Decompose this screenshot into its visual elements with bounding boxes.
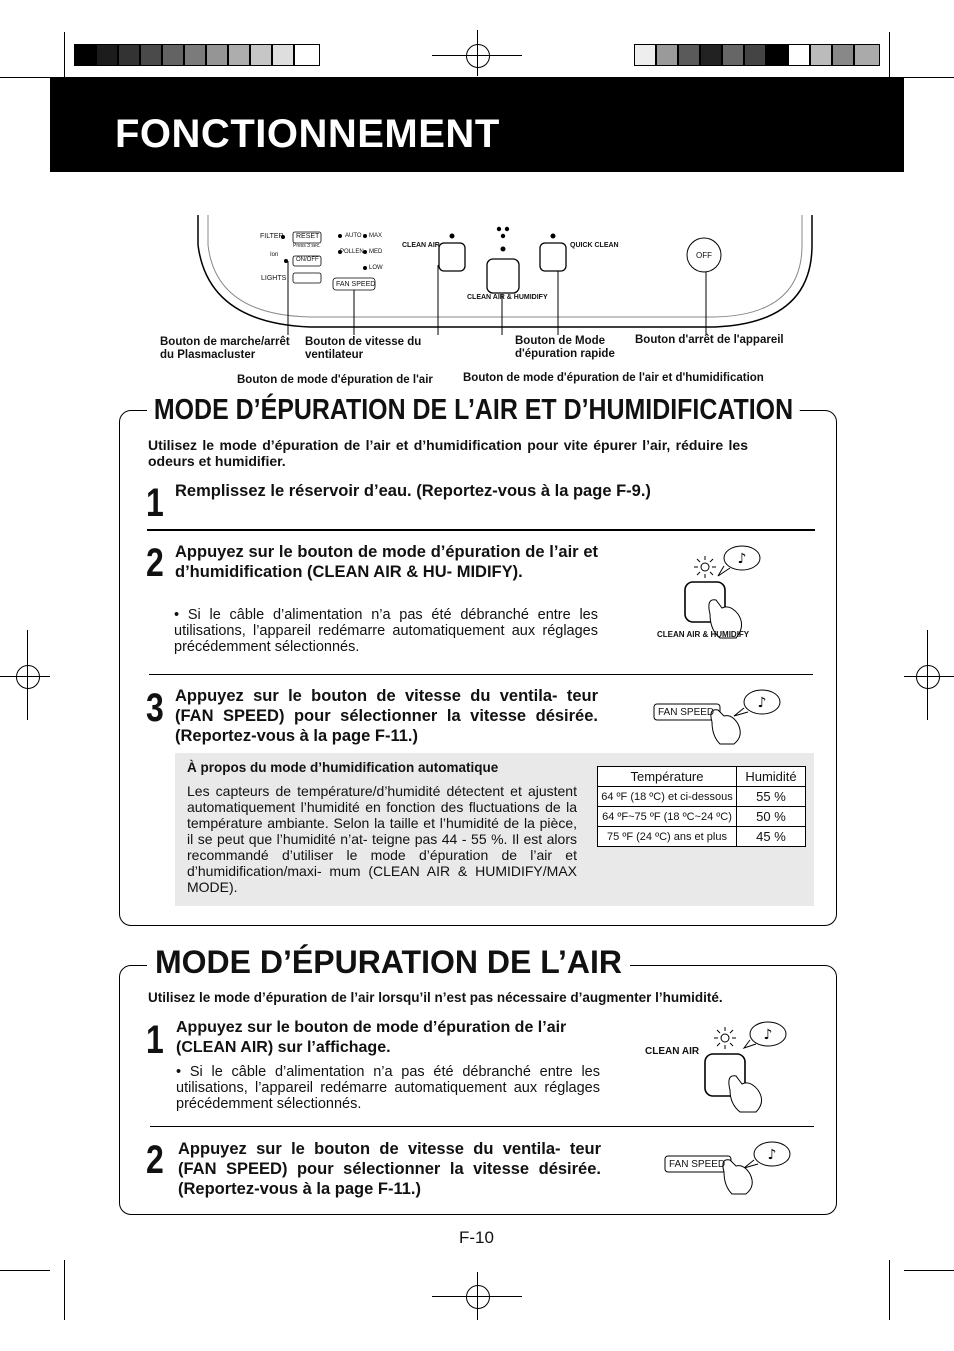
clean-air-humidify-button-label: CLEAN AIR & HUMIDIFY — [657, 630, 750, 639]
table-row — [598, 827, 806, 847]
s1-step3-text: Appuyez sur le bouton de vitesse du ventila- teur (FAN SPEED) pour sélectionner la vitesse désirée. (Reportez-vous à la page F-11.) — [175, 687, 598, 745]
control-panel-diagram — [150, 205, 850, 335]
table-row — [598, 787, 806, 807]
page-title: FONCTIONNEMENT — [115, 112, 500, 156]
callout-clean-air-humidify: Bouton de mode d'épuration de l'air et d'humidification — [463, 372, 764, 384]
divider — [150, 1126, 814, 1127]
auto-humidification-title: À propos du mode d’humidification automatique — [187, 760, 499, 775]
section2-intro: Utilisez le mode d’épuration de l’air lorsqu’il n’est pas nécessaire d’augmenter l’humidité. — [148, 990, 723, 1005]
s2-step2-number: 2 — [146, 1138, 164, 1182]
panel-off-label: OFF — [696, 251, 712, 260]
s1-step3-number: 3 — [146, 686, 164, 730]
s1-step2-text: Appuyez sur le bouton de mode d’épuration de l’air et d’humidification (CLEAN AIR & HU- MIDIFY). — [175, 543, 598, 581]
panel-max-label: MAX — [369, 233, 383, 239]
callout-clean-air: Bouton de mode d'épuration de l'air — [237, 374, 433, 386]
panel-pollen-label: POLLEN — [340, 249, 364, 255]
panel-filter-label: FILTER — [260, 233, 284, 240]
s2-step1-number: 1 — [146, 1018, 164, 1062]
s2-step1-text: Appuyez sur le bouton de mode d’épuration de l’air (CLEAN AIR) sur l’affichage. — [176, 1019, 567, 1056]
table-cell: 45 % — [737, 827, 806, 847]
table-row — [598, 807, 806, 827]
section1-intro: Utilisez le mode d’épuration de l’air et d’humidification pour vite épurer l’air, réduire les odeurs et humidifier. — [148, 437, 748, 469]
table-header: Humidité — [737, 767, 806, 787]
callout-quick-clean: Bouton de Mode d'épuration rapide — [515, 335, 615, 360]
s1-step1-number: 1 — [146, 481, 164, 525]
panel-press3-label: Press 3 sec. — [293, 243, 321, 249]
clean-air-button-illustration — [690, 1018, 800, 1118]
humidity-table — [597, 766, 806, 847]
panel-fanspeed-label: FAN SPEED — [336, 281, 376, 288]
panel-low-label: LOW — [369, 265, 383, 271]
divider — [149, 674, 813, 675]
clean-air-button-label: CLEAN AIR — [645, 1046, 700, 1057]
panel-quickclean-label: QUICK CLEAN — [570, 242, 619, 249]
table-cell: 64 ºF (18 ºC) et ci-dessous — [598, 787, 737, 807]
fan-speed-button-label: FAN SPEED — [658, 707, 715, 718]
section1-title: MODE D’ÉPURATION DE L’AIR ET D’HUMIDIFICATION — [147, 394, 800, 427]
callout-plasmacluster: Bouton de marche/arrêt du Plasmacluster — [160, 336, 290, 361]
panel-onoff-label: ON/OFF — [296, 257, 319, 263]
svg-text:♪: ♪ — [757, 695, 767, 711]
s2-step1-note: • Si le câble d’alimentation n’a pas été débranché entre les utilisations, l’appareil redémarre automatiquement aux réglages précédemment sélectionnés. — [176, 1064, 600, 1112]
page-number: F-10 — [459, 1228, 494, 1247]
table-cell: 55 % — [737, 787, 806, 807]
table-cell: 50 % — [737, 807, 806, 827]
callout-fan-speed: Bouton de vitesse du ventilateur — [305, 336, 422, 361]
panel-reset-label: RESET — [296, 233, 320, 240]
svg-text:♪: ♪ — [763, 1027, 773, 1043]
panel-ion-label: Ion — [270, 252, 279, 258]
s1-step2-note: • Si le câble d’alimentation n’a pas été débranché entre les utilisations, l’appareil redémarre automatiquement aux réglages précédemment sélectionnés. — [174, 607, 598, 655]
panel-auto-label: AUTO — [345, 233, 362, 239]
panel-lights-label: LIGHTS — [261, 275, 287, 282]
s1-step1-text: Remplissez le réservoir d’eau. (Reportez-vous à la page F-9.) — [175, 482, 651, 500]
section2-title: MODE D’ÉPURATION DE L’AIR — [147, 944, 630, 981]
table-cell: 75 ºF (24 ºC) ans et plus — [598, 827, 737, 847]
callout-off: Bouton d'arrêt de l'appareil — [635, 334, 784, 346]
svg-text:♪: ♪ — [767, 1147, 777, 1163]
s2-step2-text: Appuyez sur le bouton de vitesse du ventila- teur (FAN SPEED) pour sélectionner la vitesse désirée. (Reportez-vous à la page F-11.) — [178, 1140, 601, 1198]
divider — [147, 529, 815, 531]
auto-humidification-text: Les capteurs de température/d’humidité détectent et ajustent automatiquement l’humidité en fonction des fluctuations de la température ambiante. Selon la taille et l’humidité de la pièce, il se peut que l’humidité n’at- teigne pas 44 - 55 %. Il est alors recommandé d’utiliser le mode d’épuration de l’air et d’humidification/maxi- mum (CLEAN AIR & HUMIDIFY/MAX MODE). — [187, 783, 577, 895]
svg-text:♪: ♪ — [737, 551, 747, 567]
clean-air-humidify-button-illustration — [660, 542, 770, 642]
fan-speed-button-label: FAN SPEED — [669, 1159, 726, 1170]
table-header: Température — [598, 767, 737, 787]
panel-med-label: MED — [369, 249, 383, 255]
table-header-row — [598, 767, 806, 787]
panel-cleanair-label: CLEAN AIR — [402, 242, 440, 249]
table-cell: 64 ºF~75 ºF (18 ºC~24 ºC) — [598, 807, 737, 827]
s1-step2-number: 2 — [146, 541, 164, 585]
panel-cleanair-humidify-label: CLEAN AIR & HUMIDIFY — [467, 294, 548, 301]
